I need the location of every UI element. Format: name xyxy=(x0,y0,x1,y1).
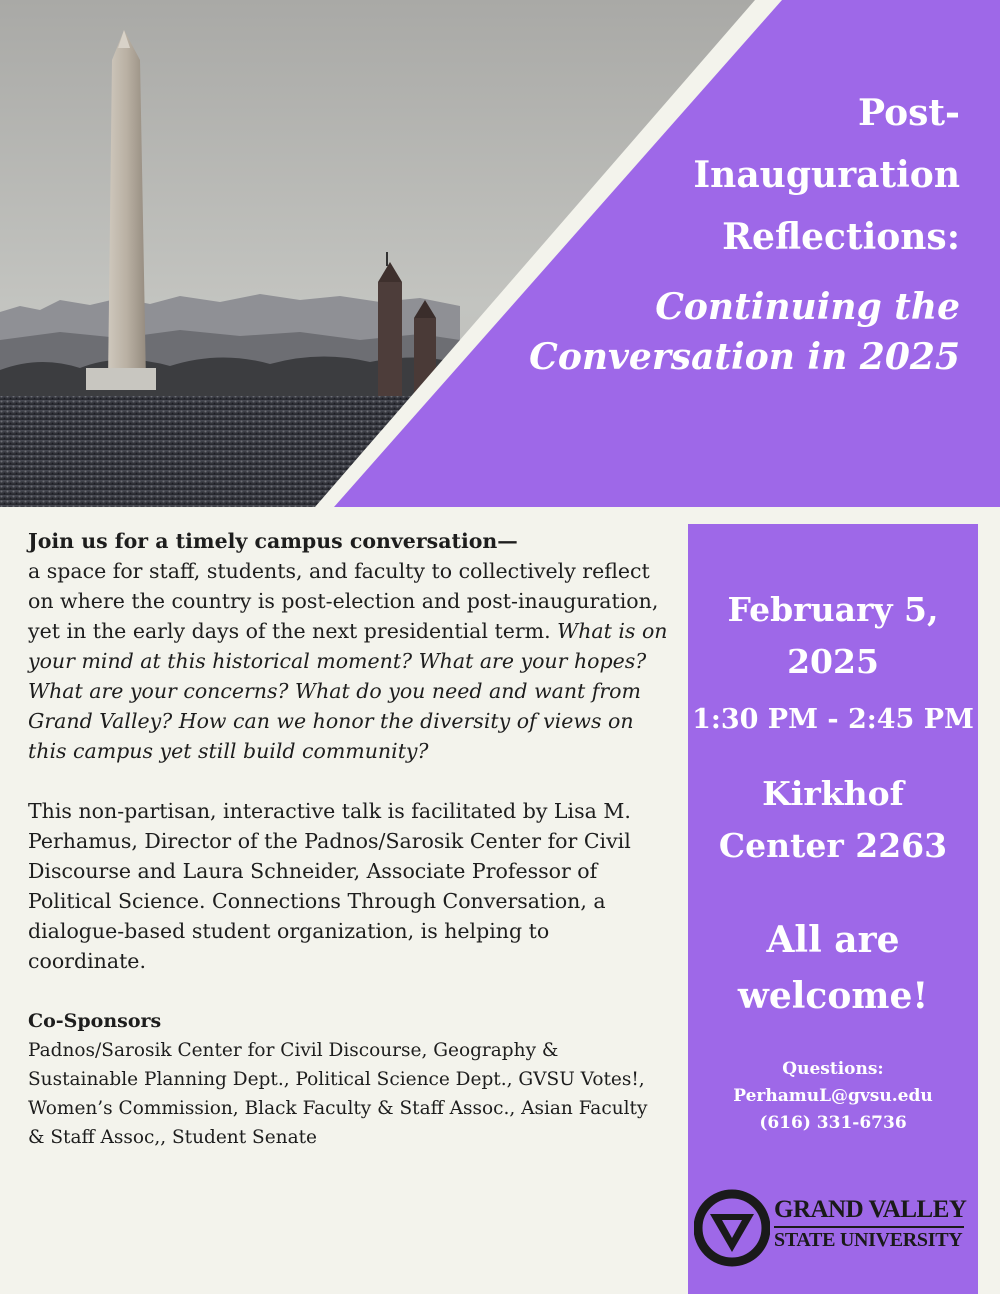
intro-text: a space for staff, students, and faculty to collectively reflect on where the country is post-election and post-inauguration, yet in the early days of the next presidential term. xyxy=(28,559,659,643)
event-date xyxy=(688,584,978,688)
subtitle xyxy=(440,282,960,382)
welcome-line-2: welcome! xyxy=(737,975,929,1017)
welcome-message xyxy=(688,912,978,1024)
welcome-line-1: All are xyxy=(766,919,900,961)
intro-questions: What is on your mind at this historical moment? What are your hopes? What are your concerns? What do you need and want from Grand Valley? How can we honor the diversity of views on this campus yet still build community? xyxy=(28,619,668,763)
intro-paragraph xyxy=(28,526,668,766)
contact-info xyxy=(688,1056,978,1137)
hero-banner xyxy=(0,0,1000,507)
intro-lead: Join us for a timely campus conversation— xyxy=(28,529,518,553)
title-line-3: Reflections: xyxy=(722,216,960,258)
cosponsors-list: Padnos/Sarosik Center for Civil Discourse, Geography & Sustainable Planning Dept., Political Science Dept., GVSU Votes!, Women’s Commission, Black Faculty & Staff Assoc., Asian Faculty & Staff Assoc,, Student Senate xyxy=(28,1040,648,1148)
title-line-2: Inauguration xyxy=(693,154,960,196)
facilitator-paragraph: This non-partisan, interactive talk is facilitated by Lisa M. Perhamus, Director of the Padnos/Sarosik Center for Civil Discourse and Laura Schneider, Associate Professor of Political Science. Connections Through Conversation, a dialogue-based student organization, is helping to coordinate. xyxy=(28,799,631,973)
subtitle-line-2: Conversation in 2025 xyxy=(529,336,960,378)
gvsu-logo xyxy=(694,1186,974,1270)
date-line-2: 2025 xyxy=(787,642,879,681)
location-line-1: Kirkhof xyxy=(762,774,904,813)
cosponsors-heading: Co-Sponsors xyxy=(28,1010,162,1032)
contact-label: Questions: xyxy=(782,1059,884,1079)
contact-phone: (616) 331-6736 xyxy=(759,1113,907,1133)
subtitle-line-1: Continuing the xyxy=(655,286,960,328)
event-location xyxy=(688,768,978,872)
event-title xyxy=(440,82,960,382)
logo-line-1: GRAND VALLEY xyxy=(774,1196,967,1223)
gvsu-logo-icon xyxy=(694,1186,770,1270)
location-line-2: Center 2263 xyxy=(718,826,948,865)
event-details-panel xyxy=(688,524,978,1294)
title-line-1: Post- xyxy=(858,92,960,134)
event-time: 1:30 PM - 2:45 PM xyxy=(692,704,974,735)
logo-line-2: STATE UNIVERSITY xyxy=(774,1226,964,1252)
date-line-1: February 5, xyxy=(727,590,939,629)
contact-email[interactable]: PerhamuL@gvsu.edu xyxy=(733,1086,933,1106)
gvsu-wordmark xyxy=(774,1196,974,1252)
event-description xyxy=(28,526,668,1152)
